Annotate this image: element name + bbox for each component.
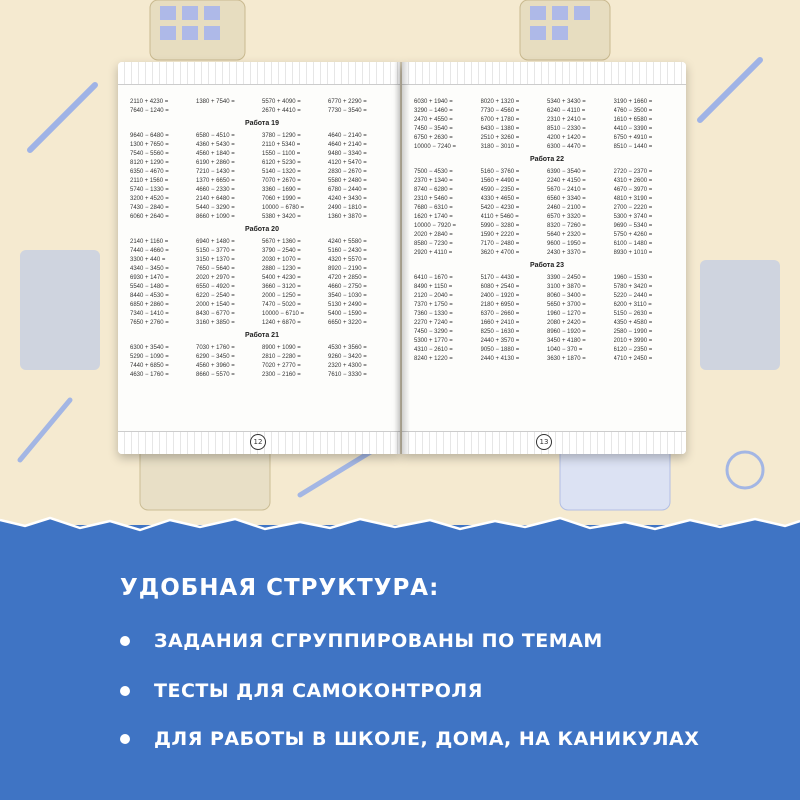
exercise-row (414, 249, 680, 258)
exercise-cell: 4310 − 2610 = (414, 347, 453, 353)
exercise-row (414, 319, 680, 328)
exercise-cell: 5650 + 3700 = (547, 302, 586, 308)
exercise-cell: 6650 + 3220 = (328, 320, 367, 326)
exercise-cell: 6700 + 1780 = (480, 117, 520, 123)
exercise-cell: 8900 + 1090 = (262, 345, 301, 351)
exercise-row (130, 195, 394, 204)
exercise-row (130, 265, 394, 274)
exercise-cell: 6240 − 4110 = (547, 108, 586, 114)
exercise-cell: 6580 − 4510 = (196, 133, 235, 139)
exercise-cell: 7450 − 3540 = (414, 126, 453, 132)
exercise-cell: 8430 − 6770 = (196, 311, 235, 317)
exercise-cell: 9050 − 1880 = (480, 347, 520, 353)
exercise-cell: 6940 + 1480 = (196, 239, 235, 245)
exercise-cell: 6750 + 2630 = (414, 135, 453, 141)
exercise-cell: 2300 − 2160 = (262, 372, 301, 378)
exercise-cell: 5130 + 2490 = (328, 302, 367, 308)
exercise-row (130, 98, 394, 107)
exercise-cell: 2440 + 3570 = (480, 338, 520, 344)
exercise-cell: 7020 + 2770 = (262, 363, 301, 369)
exercise-cell: 2400 − 1920 = (480, 293, 520, 299)
exercise-cell: 2110 + 5340 = (262, 142, 301, 148)
exercise-row (414, 292, 680, 301)
feature-bullet (120, 630, 603, 652)
exercise-cell: 2270 + 7240 = (414, 320, 453, 326)
exercise-cell: 4810 + 3190 = (613, 196, 653, 202)
exercise-cell: 5580 + 2480 = (328, 178, 367, 184)
exercise-row (414, 143, 680, 152)
exercise-cell: 3150 + 1370 = (196, 257, 235, 263)
exercise-row (414, 355, 680, 364)
page-number: 13 (536, 434, 552, 450)
exercise-cell: 9480 − 3340 = (328, 151, 367, 157)
exercise-cell: 5400 − 1590 = (328, 311, 367, 317)
exercise-cell: 2310 + 2410 = (547, 117, 586, 123)
exercise-cell: 7470 − 5020 = (262, 302, 301, 308)
exercise-cell: 2880 − 1230 = (262, 266, 301, 272)
left-page (118, 62, 400, 454)
doodle-border-top (402, 62, 686, 85)
exercise-cell: 5160 − 2430 = (328, 248, 367, 254)
exercise-cell: 8660 − 5570 = (196, 372, 235, 378)
exercise-cell: 5150 − 3770 = (196, 248, 235, 254)
exercise-cell: 3180 − 3010 = (480, 144, 520, 150)
exercise-cell: 7030 + 1760 = (196, 345, 235, 351)
exercise-cell: 10000 − 7920 = (414, 223, 457, 229)
exercise-cell: 4630 − 1760 = (130, 372, 169, 378)
exercise-cell: 6220 − 2540 = (196, 293, 235, 299)
exercise-cell: 4760 − 3500 = (613, 108, 653, 114)
exercise-cell: 4720 + 2850 = (328, 275, 367, 281)
exercise-row (414, 346, 680, 355)
exercise-cell: 4320 + 5570 = (328, 257, 367, 263)
exercise-cell: 6350 − 4670 = (130, 169, 169, 175)
exercise-cell: 1040 − 370 = (547, 347, 583, 353)
exercise-cell: 6120 + 5230 = (262, 160, 301, 166)
exercise-cell: 5420 − 4230 = (480, 205, 520, 211)
exercise-cell: 1960 − 1270 = (547, 311, 586, 317)
section-title: Работа 20 (245, 226, 279, 233)
exercise-row (130, 362, 394, 371)
exercise-cell: 2180 + 6950 = (480, 302, 520, 308)
exercise-row (414, 134, 680, 143)
exercise-cell: 2000 + 1540 = (196, 302, 235, 308)
exercise-cell: 5380 + 3420 = (262, 214, 301, 220)
section-title: Работа 22 (530, 156, 564, 163)
exercise-cell: 5750 + 4260 = (613, 232, 653, 238)
exercise-cell: 9640 − 6480 = (130, 133, 169, 139)
exercise-cell: 6200 + 3110 = (613, 302, 652, 308)
exercise-cell: 6080 + 2540 = (480, 284, 520, 290)
exercise-cell: 5340 + 3430 = (547, 99, 586, 105)
exercise-cell: 4660 − 2330 = (196, 187, 235, 193)
exercise-cell: 4110 + 5460 = (480, 214, 519, 220)
exercise-cell: 2440 + 4130 = (480, 356, 520, 362)
exercise-row (414, 274, 680, 283)
exercise-cell: 4120 + 5470 = (328, 160, 367, 166)
exercise-cell: 10000 − 6780 = (262, 205, 305, 211)
exercise-cell: 5300 + 1770 = (414, 338, 453, 344)
exercise-cell: 7340 − 1410 = (130, 311, 169, 317)
exercise-cell: 2140 + 6480 = (196, 196, 235, 202)
exercise-cell: 2140 + 1160 = (130, 239, 169, 245)
exercise-cell: 6300 + 3540 = (130, 345, 169, 351)
exercise-cell: 2810 − 2280 = (262, 354, 301, 360)
exercise-cell: 1610 + 6580 = (613, 117, 653, 123)
exercise-cell: 2020 + 2840 = (414, 232, 453, 238)
exercise-row (130, 132, 394, 141)
exercise-cell: 2670 + 4410 = (262, 108, 301, 114)
bullet-dot-icon (120, 734, 130, 744)
exercise-cell: 7210 − 1430 = (196, 169, 235, 175)
exercise-row (130, 256, 394, 265)
exercise-cell: 4330 + 4650 = (480, 196, 520, 202)
exercise-row (414, 116, 680, 125)
exercise-cell: 4360 + 5430 = (196, 142, 235, 148)
exercise-row (130, 344, 394, 353)
exercise-cell: 3100 + 3870 = (547, 284, 586, 290)
exercise-row (414, 98, 680, 107)
bullet-dot-icon (120, 686, 130, 696)
exercise-row (414, 310, 680, 319)
exercise-cell: 8320 − 7260 = (547, 223, 586, 229)
exercise-cell: 7500 − 4530 = (414, 169, 453, 175)
exercise-cell: 3300 + 440 = (130, 257, 166, 263)
exercise-cell: 3450 + 4180 = (547, 338, 586, 344)
section-title: Работа 19 (245, 120, 279, 127)
page-number: 12 (250, 434, 266, 450)
exercise-cell: 5290 − 1090 = (130, 354, 169, 360)
bullet-text: ДЛЯ РАБОТЫ В ШКОЛЕ, ДОМА, НА КАНИКУЛАХ (154, 728, 700, 750)
exercise-cell: 3620 + 4700 = (480, 250, 520, 256)
exercise-cell: 4310 + 2600 = (613, 178, 653, 184)
info-band (0, 525, 800, 800)
exercise-cell: 2830 − 2670 = (328, 169, 367, 175)
exercise-cell: 1550 − 1100 = (262, 151, 301, 157)
exercise-cell: 1560 + 4490 = (480, 178, 520, 184)
exercise-cell: 6750 + 4910 = (613, 135, 653, 141)
exercise-cell: 8060 − 3400 = (547, 293, 586, 299)
exercise-cell: 1240 + 6870 = (262, 320, 301, 326)
exercise-cell: 7680 − 6310 = (414, 205, 453, 211)
exercise-cell: 2700 − 2220 = (613, 205, 653, 211)
feature-bullet (120, 680, 483, 702)
exercise-cell: 4530 + 3560 = (328, 345, 367, 351)
exercise-cell: 7360 − 1330 = (414, 311, 453, 317)
exercise-cell: 9260 − 3420 = (328, 354, 367, 360)
exercise-cell: 3200 + 4520 = (130, 196, 169, 202)
exercise-cell: 2110 + 4230 = (130, 99, 169, 105)
exercise-cell: 8660 + 1090 = (196, 214, 235, 220)
exercise-cell: 10000 − 7240 = (414, 144, 457, 150)
exercise-cell: 6060 + 2640 = (130, 214, 169, 220)
section-title: Работа 21 (245, 332, 279, 339)
exercise-row (130, 204, 394, 213)
feature-bullet (120, 728, 699, 750)
exercise-cell: 7070 + 2670 = (262, 178, 301, 184)
exercise-cell: 7540 − 5560 = (130, 151, 169, 157)
exercise-row (414, 283, 680, 292)
open-workbook (118, 62, 686, 454)
exercise-cell: 5220 − 2440 = (613, 293, 653, 299)
exercise-row (130, 274, 394, 283)
exercise-row (130, 353, 394, 362)
exercise-cell: 2080 + 2420 = (547, 320, 586, 326)
exercise-cell: 6770 + 2290 = (328, 99, 367, 105)
exercise-cell: 6430 − 1380 = (480, 126, 520, 132)
exercise-cell: 2320 + 4300 = (328, 363, 367, 369)
exercise-cell: 5570 + 4090 = (262, 99, 301, 105)
exercise-row (414, 168, 680, 177)
exercise-cell: 9600 − 1950 = (547, 241, 586, 247)
exercise-cell: 6780 − 2440 = (328, 187, 367, 193)
exercise-cell: 7730 − 3540 = (328, 108, 367, 114)
exercise-cell: 3190 + 1660 = (613, 99, 653, 105)
exercise-cell: 5780 + 3420 = (613, 284, 653, 290)
exercise-cell: 2110 + 1560 = (130, 178, 169, 184)
exercise-cell: 8490 + 1150 = (414, 284, 453, 290)
exercise-cell: 5440 − 3290 = (196, 205, 235, 211)
exercise-cell: 1300 + 7650 = (130, 142, 169, 148)
exercise-cell: 5540 − 1480 = (130, 284, 169, 290)
exercise-cell: 6120 − 2350 = (613, 347, 653, 353)
exercise-cell: 6370 − 2660 = (480, 311, 520, 317)
exercise-row (130, 310, 394, 319)
exercise-cell: 8120 + 1290 = (130, 160, 169, 166)
exercise-cell: 6850 + 2860 = (130, 302, 169, 308)
right-page-exercises (414, 98, 680, 364)
exercise-cell: 5400 + 4230 = (262, 275, 301, 281)
exercise-cell: 3290 − 1460 = (414, 108, 453, 114)
exercise-row (130, 177, 394, 186)
exercise-cell: 8020 + 1320 = (480, 99, 520, 105)
exercise-row (414, 222, 680, 231)
exercise-cell: 4710 + 2450 = (613, 356, 653, 362)
exercise-row (414, 186, 680, 195)
exercise-cell: 6100 − 1480 = (613, 241, 653, 247)
exercise-cell: 8580 − 7230 = (414, 241, 453, 247)
exercise-cell: 8440 − 4530 = (130, 293, 169, 299)
exercise-cell: 5140 − 1320 = (262, 169, 301, 175)
exercise-cell: 6550 − 4920 = (196, 284, 235, 290)
right-page (402, 62, 686, 454)
exercise-cell: 1620 + 1740 = (414, 214, 453, 220)
exercise-cell: 4670 − 3970 = (613, 187, 653, 193)
exercise-row (414, 107, 680, 116)
exercise-cell: 4410 − 3390 = (613, 126, 653, 132)
exercise-cell: 6190 + 2860 = (196, 160, 235, 166)
exercise-cell: 4560 + 1840 = (196, 151, 235, 157)
exercise-cell: 7440 + 6850 = (130, 363, 169, 369)
exercise-cell: 7650 + 2760 = (130, 320, 169, 326)
exercise-cell: 7450 − 3290 = (414, 329, 453, 335)
exercise-cell: 5150 − 2630 = (613, 311, 653, 317)
exercise-cell: 2430 + 3370 = (547, 250, 586, 256)
doodle-border-top (118, 62, 400, 85)
exercise-cell: 2370 + 1340 = (414, 178, 453, 184)
exercise-cell: 2460 − 2100 = (547, 205, 586, 211)
exercise-cell: 2010 + 3990 = (613, 338, 653, 344)
exercise-row (130, 168, 394, 177)
exercise-cell: 5670 − 2410 = (547, 187, 586, 193)
exercise-cell: 5160 − 3760 = (480, 169, 520, 175)
exercise-cell: 4590 − 2350 = (480, 187, 520, 193)
exercise-cell: 2020 + 2970 = (196, 275, 235, 281)
exercise-cell: 6410 − 1670 = (414, 275, 453, 281)
exercise-cell: 8510 − 2330 = (547, 126, 586, 132)
exercise-row (130, 238, 394, 247)
torn-paper-edge (0, 508, 800, 538)
exercise-cell: 9690 − 5340 = (613, 223, 653, 229)
exercise-row (130, 159, 394, 168)
exercise-cell: 4560 + 3960 = (196, 363, 235, 369)
exercise-cell: 7440 − 4660 = (130, 248, 169, 254)
exercise-cell: 5300 + 3740 = (613, 214, 653, 220)
exercise-row (130, 301, 394, 310)
exercise-cell: 2720 − 2370 = (613, 169, 653, 175)
exercise-cell: 1360 + 3870 = (328, 214, 367, 220)
bullet-dot-icon (120, 636, 130, 646)
exercise-row (414, 195, 680, 204)
exercise-cell: 7640 − 1240 = (130, 108, 169, 114)
exercise-cell: 8250 − 1630 = (480, 329, 520, 335)
exercise-cell: 8510 − 1440 = (613, 144, 653, 150)
exercise-cell: 6030 + 1940 = (414, 99, 453, 105)
exercise-row (414, 337, 680, 346)
exercise-cell: 4200 + 1420 = (547, 135, 586, 141)
exercise-row (414, 204, 680, 213)
exercise-cell: 8960 − 1920 = (547, 329, 586, 335)
exercise-cell: 4350 + 4580 = (613, 320, 653, 326)
exercise-row (130, 319, 394, 328)
exercise-row (130, 292, 394, 301)
exercise-row (130, 150, 394, 159)
exercise-cell: 2240 + 4150 = (547, 178, 586, 184)
exercise-cell: 2580 − 1990 = (613, 329, 653, 335)
exercise-cell: 2510 + 3260 = (480, 135, 520, 141)
exercise-cell: 3160 + 3850 = (196, 320, 235, 326)
exercise-cell: 1660 + 2410 = (480, 320, 520, 326)
exercise-row (414, 328, 680, 337)
exercise-cell: 3540 − 1030 = (328, 293, 367, 299)
exercise-cell: 2030 + 1070 = (262, 257, 301, 263)
exercise-cell: 6390 − 3540 = (547, 169, 586, 175)
exercise-cell: 6930 + 1470 = (130, 275, 169, 281)
exercise-cell: 8740 − 6280 = (414, 187, 453, 193)
exercise-row (130, 107, 394, 116)
exercise-cell: 3660 − 3120 = (262, 284, 301, 290)
book-spine-shadow (394, 62, 410, 454)
exercise-cell: 6570 + 3320 = (547, 214, 586, 220)
exercise-cell: 10000 − 6710 = (262, 311, 305, 317)
exercise-cell: 2920 + 4110 = (414, 250, 453, 256)
exercise-cell: 4340 − 3450 = (130, 266, 169, 272)
exercise-cell: 3630 + 1870 = (547, 356, 586, 362)
exercise-cell: 4240 + 5580 = (328, 239, 367, 245)
exercise-row (130, 247, 394, 256)
exercise-cell: 6300 − 4470 = (547, 144, 586, 150)
exercise-cell: 2490 − 1810 = (328, 205, 367, 211)
exercise-cell: 3390 − 2450 = (547, 275, 586, 281)
exercise-row (414, 231, 680, 240)
exercise-cell: 6560 + 3340 = (547, 196, 586, 202)
structure-heading: УДОБНАЯ СТРУКТУРА: (120, 575, 440, 601)
exercise-cell: 3360 − 1690 = (262, 187, 301, 193)
exercise-cell: 5740 − 1330 = (130, 187, 169, 193)
left-page-exercises (130, 98, 394, 380)
bullet-text: ТЕСТЫ ДЛЯ САМОКОНТРОЛЯ (154, 680, 483, 702)
exercise-cell: 1590 + 2220 = (480, 232, 520, 238)
exercise-cell (196, 107, 262, 116)
exercise-row (414, 177, 680, 186)
exercise-cell: 3790 − 2540 = (262, 248, 301, 254)
exercise-row (130, 213, 394, 222)
exercise-cell: 7730 − 4560 = (480, 108, 520, 114)
exercise-cell: 8920 − 2190 = (328, 266, 367, 272)
exercise-cell: 8930 + 1010 = (613, 250, 653, 256)
exercise-row (414, 240, 680, 249)
exercise-cell: 2000 − 1250 = (262, 293, 301, 299)
exercise-cell: 1380 + 7540 = (196, 99, 235, 105)
exercise-cell: 5670 + 1360 = (262, 239, 301, 245)
exercise-cell: 4660 − 2750 = (328, 284, 367, 290)
exercise-cell: 5170 − 4430 = (480, 275, 520, 281)
exercise-cell: 7610 − 3330 = (328, 372, 367, 378)
exercise-cell: 8240 + 1220 = (414, 356, 453, 362)
exercise-row (414, 213, 680, 222)
exercise-cell: 4240 + 3430 = (328, 196, 367, 202)
exercise-row (130, 371, 394, 380)
exercise-row (414, 125, 680, 134)
exercise-cell: 7060 + 1990 = (262, 196, 301, 202)
section-title: Работа 23 (530, 262, 564, 269)
exercise-row (414, 301, 680, 310)
exercise-cell: 7170 − 2480 = (480, 241, 520, 247)
exercise-cell: 4640 + 2140 = (328, 142, 367, 148)
exercise-cell: 5640 + 2320 = (547, 232, 586, 238)
exercise-row (130, 186, 394, 195)
exercise-cell: 1960 − 1530 = (613, 275, 653, 281)
exercise-cell: 3780 − 1290 = (262, 133, 301, 139)
exercise-cell: 2310 + 5460 = (414, 196, 453, 202)
exercise-row (130, 283, 394, 292)
exercise-row (130, 141, 394, 150)
exercise-cell: 7370 + 1750 = (414, 302, 453, 308)
exercise-cell: 1370 + 6650 = (196, 178, 235, 184)
exercise-cell: 4640 − 2140 = (328, 133, 367, 139)
bullet-text: ЗАДАНИЯ СГРУППИРОВАНЫ ПО ТЕМАМ (154, 630, 603, 652)
exercise-cell: 2120 − 2040 = (414, 293, 453, 299)
exercise-cell: 2470 + 4550 = (414, 117, 453, 123)
exercise-cell: 6290 − 3450 = (196, 354, 235, 360)
exercise-cell: 7650 − 5640 = (196, 266, 235, 272)
exercise-cell: 7430 − 2840 = (130, 205, 169, 211)
exercise-cell: 5990 − 3280 = (480, 223, 520, 229)
